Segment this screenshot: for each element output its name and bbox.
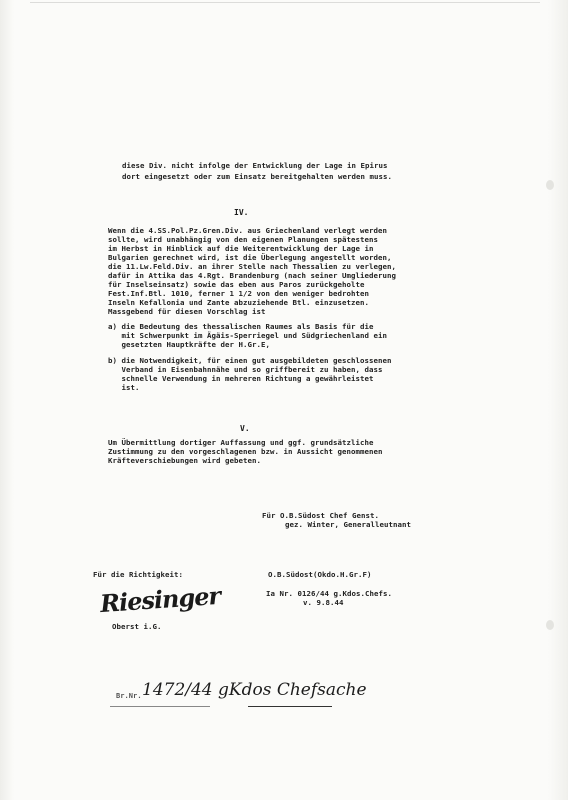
signoff-line: Für O.B.Südost Chef Genst. xyxy=(262,511,379,520)
list-item-a: gesetzten Hauptkräfte der H.Gr.E, xyxy=(108,340,270,349)
text-line: im Herbst in Hinblick auf die Weiterentwicklung der Lage in xyxy=(108,244,374,253)
text-line: Wenn die 4.SS.Pol.Pz.Gren.Div. aus Griechenland verlegt werden xyxy=(108,226,387,235)
list-item-b: b) die Notwendigkeit, für einen gut ausgebildeten geschlossenen xyxy=(108,356,392,365)
text-line: Kräfteverschiebungen wird gebeten. xyxy=(108,456,261,465)
list-item-a: mit Schwerpunkt im Ägäis-Sperriegel und Südgriechenland ein xyxy=(108,331,387,340)
text-line: die 11.Lw.Feld.Div. an ihrer Stelle nach Thessalien zu verlegen, xyxy=(108,262,396,271)
list-item-b: schnelle Verwendung in mehreren Richtung a gewährleistet xyxy=(108,374,374,383)
office-reference: Ia Nr. 0126/44 g.Kdos.Chefs. xyxy=(266,589,392,598)
text-line: Fest.Inf.Btl. 1010, ferner 1 1/2 von den weniger bedrohten xyxy=(108,289,369,298)
text-line: Massgebend für diesen Vorschlag ist xyxy=(108,307,266,316)
text-line: dort eingesetzt oder zum Einsatz bereitgehalten werden muss. xyxy=(122,172,392,181)
certification-label: Für die Richtigkeit: xyxy=(93,570,183,579)
registry-stamp: Br.Nr. xyxy=(116,692,142,700)
list-item-a: a) die Bedeutung des thessalischen Raumes als Basis für die xyxy=(108,322,374,331)
section-heading-iv: IV. xyxy=(234,208,249,217)
underline xyxy=(110,706,210,707)
rank-label: Oberst i.G. xyxy=(112,622,162,631)
text-line: Um Übermittlung dortiger Auffassung und ggf. grundsätzliche xyxy=(108,438,374,447)
punch-hole xyxy=(546,620,554,630)
handwritten-registry-number: 1472/44 gKdos Chefsache xyxy=(142,680,367,700)
signoff-line: gez. Winter, Generalleutnant xyxy=(285,520,411,529)
text-line: Inseln Kefallonia und Zante abzuziehende Btl. einzusetzen. xyxy=(108,298,369,307)
office-reference: O.B.Südost(Okdo.H.Gr.F) xyxy=(268,570,372,579)
list-item-b: ist. xyxy=(108,383,140,392)
punch-hole xyxy=(546,180,554,190)
office-reference: v. 9.8.44 xyxy=(303,598,344,607)
list-item-b: Verband in Eisenbahnnähe und so griffbereit zu haben, dass xyxy=(108,365,383,374)
underline xyxy=(248,706,332,707)
text-line: Zustimmung zu den vorgeschlagenen bzw. in Aussicht genommenen xyxy=(108,447,383,456)
text-line: sollte, wird unabhängig von den eigenen Planungen spätestens xyxy=(108,235,378,244)
handwritten-signature: Riesinger xyxy=(99,580,221,619)
text-line: für Inselseinsatz) sowie das eben aus Paros zurückgeholte xyxy=(108,280,365,289)
text-line: diese Div. nicht infolge der Entwicklung der Lage in Epirus xyxy=(122,161,388,170)
page-edge xyxy=(30,2,540,3)
section-heading-v: V. xyxy=(240,424,250,433)
text-line: Bulgarien gerechnet wird, ist die Überlegung angestellt worden, xyxy=(108,253,392,262)
text-line: dafür in Attika das 4.Rgt. Brandenburg (nach seiner Umgliederung xyxy=(108,271,396,280)
